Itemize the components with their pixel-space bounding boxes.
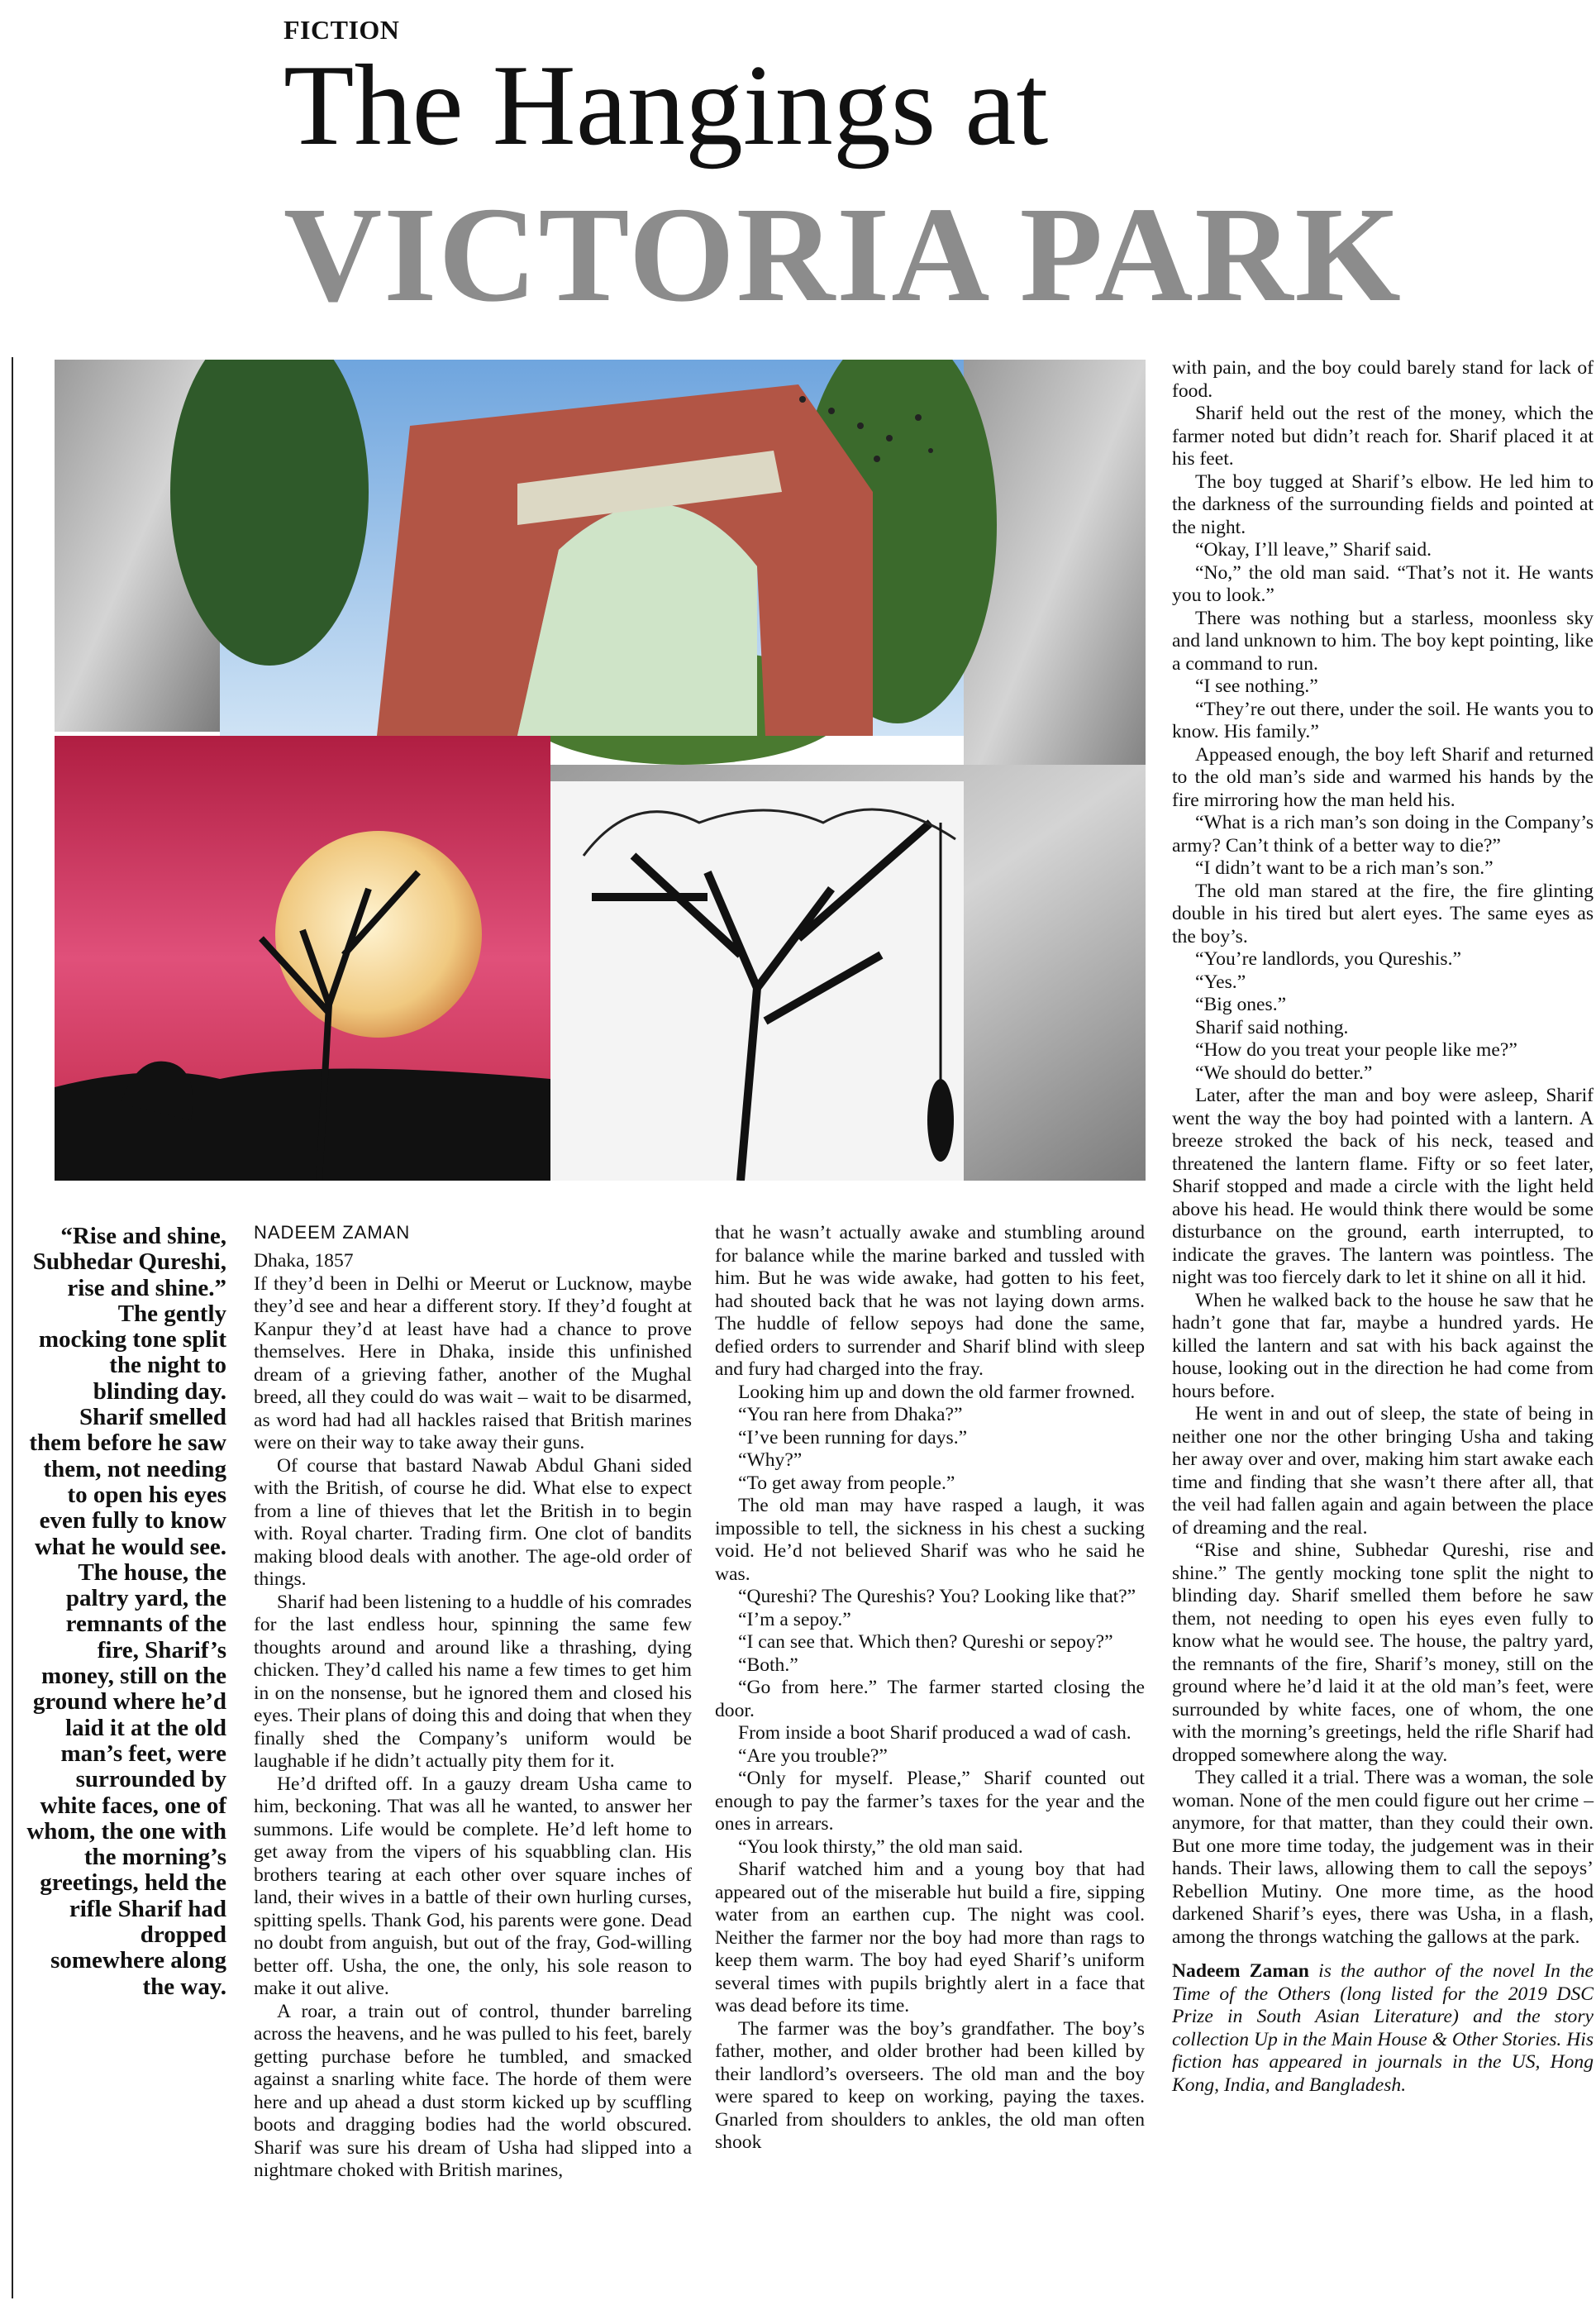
paragraph: “Only for myself. Please,” Sharif counted out enough to pay the farmer’s taxes for the year and the ones in arrears. [715, 1768, 1145, 1835]
paragraph: “You look thirsty,” the old man said. [738, 1835, 1023, 1858]
paragraph: “They’re out there, under the soil. He wants you to know. His family.” [1172, 698, 1594, 742]
byline: NADEEM ZAMAN [254, 1222, 411, 1243]
paragraph: A roar, a train out of control, thunder barreling across the heavens, and he was pulled to his feet, barely getting purchase before he tumbled, and smacked against a snarling white face. The horde of them were here and up ahead a dust storm kicked up by scuffling boots and dragging bodies had the world obscured. Sharif was sure his dream of Usha had slipped into a nightmare choked with British marines, [254, 2000, 692, 2181]
paragraph: “Qureshi? The Qureshis? You? Looking like that?” [738, 1586, 1136, 1607]
author-bio [1172, 1960, 1594, 2097]
paragraph: Appeased enough, the boy left Sharif and returned to the old man’s side and warmed his hands by the fire mirroring how the man held his. [1172, 743, 1594, 811]
paragraph: “Go from here.” The farmer started closing the door. [715, 1677, 1145, 1721]
paragraph: Sharif held out the rest of the money, which the farmer noted but didn’t reach for. Sharif placed it at his feet. [1172, 403, 1594, 470]
paragraph: “You’re landlords, you Qureshis.” [1195, 948, 1461, 970]
paragraph: “Yes.” [1195, 971, 1246, 993]
column-3 [1172, 357, 1594, 2097]
column-2 [715, 1222, 1145, 2155]
paragraph: “Both.” [738, 1654, 798, 1676]
bio-name: Nadeem Zaman [1172, 1960, 1309, 1982]
paragraph: “We should do better.” [1195, 1062, 1373, 1084]
paragraph: “No,” the old man said. “That’s not it. He wants you to look.” [1172, 561, 1594, 606]
paragraph: “Why?” [738, 1449, 803, 1471]
paragraph: “To get away from people.” [738, 1472, 955, 1494]
paragraph: “You ran here from Dhaka?” [738, 1404, 963, 1425]
title-line-1: The Hangings at [283, 41, 1049, 169]
paragraph: The old man may have rasped a laugh, it was impossible to tell, the sickness in his chest a sucking void. He’d not believed Sharif was who he said he was. [715, 1495, 1145, 1585]
arch-photo [55, 360, 1146, 1181]
paragraph: He’d drifted off. In a gauzy dream Usha came to him, beckoning. That was all he wanted, to answer her summons. Life would be complete. He’d left home to get away from the vipers of his squabbling clan. His brothers tearing at each other over square inches of land, their wives in a battle of their own hurling curses, spitting spells. Thank God, his parents were gone. Dead no doubt from anguish, but out of the fray, God-willing better off. Usha, the one, the only, his sole reason to make it out alive. [254, 1773, 692, 1999]
column-rule [12, 357, 13, 2298]
paragraph: “Okay, I’ll leave,” Sharif said. [1195, 539, 1432, 561]
photo-collage [55, 360, 1146, 1181]
dateline: Dhaka, 1857 [254, 1250, 354, 1272]
paragraph: They called it a trial. There was a woman, the sole woman. None of the men could figure out her crime – anymore, for that matter, than they could their own. But one more time today, the judgement was in their hands. Their laws, allowing them to call the sepoys’ Rebellion Mutiny. One more time, as the hood darkened Sharif’s eyes, there was Usha, in a flash, among the throngs watching the gallows at the park. [1172, 1767, 1594, 1948]
paragraph: “Are you trouble?” [738, 1744, 888, 1767]
paragraph: Later, after the man and boy were asleep, Sharif went the way the boy had pointed with a lantern. A breeze stroked the back of his neck, teased and threatened the lantern flame. Fifty or so feet later, Sharif stopped and made a circle with the light held above his head. He would think there would be some disturbance on the ground, earth interrupted, to indicate the graves. The lantern was pointless. The night was too fiercely dark to let it shine on all it hid. [1172, 1085, 1594, 1288]
paragraph: “What is a rich man’s son doing in the Company’s army? Can’t think of a better way to die?” [1172, 812, 1594, 857]
paragraph: “I see nothing.” [1195, 675, 1318, 697]
section-label: FICTION [283, 15, 400, 45]
paragraph: with pain, and the boy could barely stand for lack of food. [1172, 357, 1594, 402]
paragraph: The old man stared at the fire, the fire glinting double in his tired but alert eyes. The same eyes as the boy’s. [1172, 880, 1594, 947]
paragraph: When he walked back to the house he saw that he hadn’t gone that far, maybe a hundred yards. He killed the lantern and sat with his back against the house, looking out in the direction he had come from hours before. [1172, 1289, 1594, 1402]
paragraph: He went in and out of sleep, the state of being in neither one nor the other bringing Usha and taking her away over and over, making him start awake each time and finding that she wasn’t there after all, that the veil had fallen again and again between the place of dreaming and the real. [1172, 1403, 1594, 1539]
bio-text: is the author of the novel In the Time of the Others (long listed for the 2019 DSC Prize in South Asian Literature) and the story collection Up in the Main House & Other Stories. His fiction has appeared in journals in the US, Hong Kong, India, and Bangladesh. [1172, 1960, 1594, 2096]
paragraph: Sharif had been listening to a huddle of his comrades for the last endless hour, spinning the same few thoughts around and around like a thrashing, dying chicken. They’d called his name a few times to get him in on the nonsense, but he ignored them and closed his eyes. Their plans of doing this and doing that when they finally shed the Company’s uniform would be laughable if he didn’t actually pity them for it. [254, 1591, 692, 1772]
paragraph: that he wasn’t actually awake and stumbling around for balance while the marine barked and tussled with him. But he was wide awake, had gotten to his feet, had shouted back that he was not laying down arms. The huddle of fellow sepoys had done the same, defied orders to surrender and Sharif blind with sleep and fury had charged into the fray. [715, 1222, 1145, 1380]
paragraph: If they’d been in Delhi or Meerut or Lucknow, maybe they’d see and hear a different story. If they’d fought at Kanpur they’d at least have had a chance to prove themselves. Here in Dhaka, inside this unfinished dream of a grieving father, another of the Mughal breed, all they could do was wait – wait to be disarmed, as word had had all hackles raised that British marines were on their way to take away their guns. [254, 1272, 692, 1453]
paragraph: “I didn’t want to be a rich man’s son.” [1195, 857, 1494, 879]
pull-quote: “Rise and shine, Subhedar Qureshi, rise and shine.” The gently mocking tone split the night to blinding day. Sharif smelled them before he saw them, not needing to open his eyes even fully to know what he would see. The house, the paltry yard, the remnants of the fire, Sharif’s money, still on the ground where he’d laid it at the old man’s feet, were surrounded by white faces, one of whom, the one with the morning’s greetings, held the rifle Sharif had dropped somewhere along the way. [26, 1223, 226, 2000]
title-line-2: VICTORIA PARK [283, 179, 1403, 330]
paragraph: “Big ones.” [1195, 994, 1287, 1015]
paragraph: Sharif said nothing. [1195, 1016, 1349, 1038]
paragraph: Sharif watched him and a young boy that had appeared out of the miserable hut build a fire, sipping water from an earthen cup. The night was cool. Neither the farmer nor the boy had more than rags to keep them warm. The boy had eyed Sharif’s uniform several times with pupils brightly alert in a face that was dead before its time. [715, 1859, 1145, 2016]
paragraph: From inside a boot Sharif produced a wad of cash. [738, 1722, 1131, 1744]
paragraph: The farmer was the boy’s grandfather. The boy’s father, mother, and older brother had been killed by their landlord’s overseers. The old man and the boy were spared to keep on working, paying the taxes. Gnarled from shoulders to ankles, the old man often shook [715, 2017, 1145, 2153]
paragraph: “I can see that. Which then? Qureshi or sepoy?” [738, 1631, 1113, 1653]
paragraph: “I’m a sepoy.” [738, 1608, 851, 1630]
paragraph: “Rise and shine, Subhedar Qureshi, rise and shine.” The gently mocking tone split the night to blinding day. Sharif smelled them before he saw them, not needing to open his eyes even fully to know what he would see. The house, the paltry yard, the remnants of the fire, Sharif’s money, still on the ground where he’d laid it at the old man’s feet, were surrounded by white faces, one of whom, the one with the morning’s greetings, held the rifle Sharif had dropped somewhere along the way. [1172, 1539, 1594, 1766]
paragraph: “How do you treat your people like me?” [1195, 1039, 1517, 1061]
paragraph: The boy tugged at Sharif’s elbow. He led him to the darkness of the surrounding fields and pointed at the night. [1172, 470, 1594, 538]
paragraph: There was nothing but a starless, moonless sky and land unknown to him. The boy kept pointing, like a command to run. [1172, 607, 1594, 675]
paragraph: Of course that bastard Nawab Abdul Ghani sided with the British, of course he did. What else to expect from a line of thieves that let the British in to begin with. Royal charter. Trading firm. One clot of bandits making blood deals with another. The age-old order of things. [254, 1454, 692, 1590]
paragraph: “I’ve been running for days.” [738, 1426, 968, 1449]
paragraph: Looking him up and down the old farmer frowned. [738, 1381, 1136, 1403]
column-1 [254, 1250, 692, 2183]
